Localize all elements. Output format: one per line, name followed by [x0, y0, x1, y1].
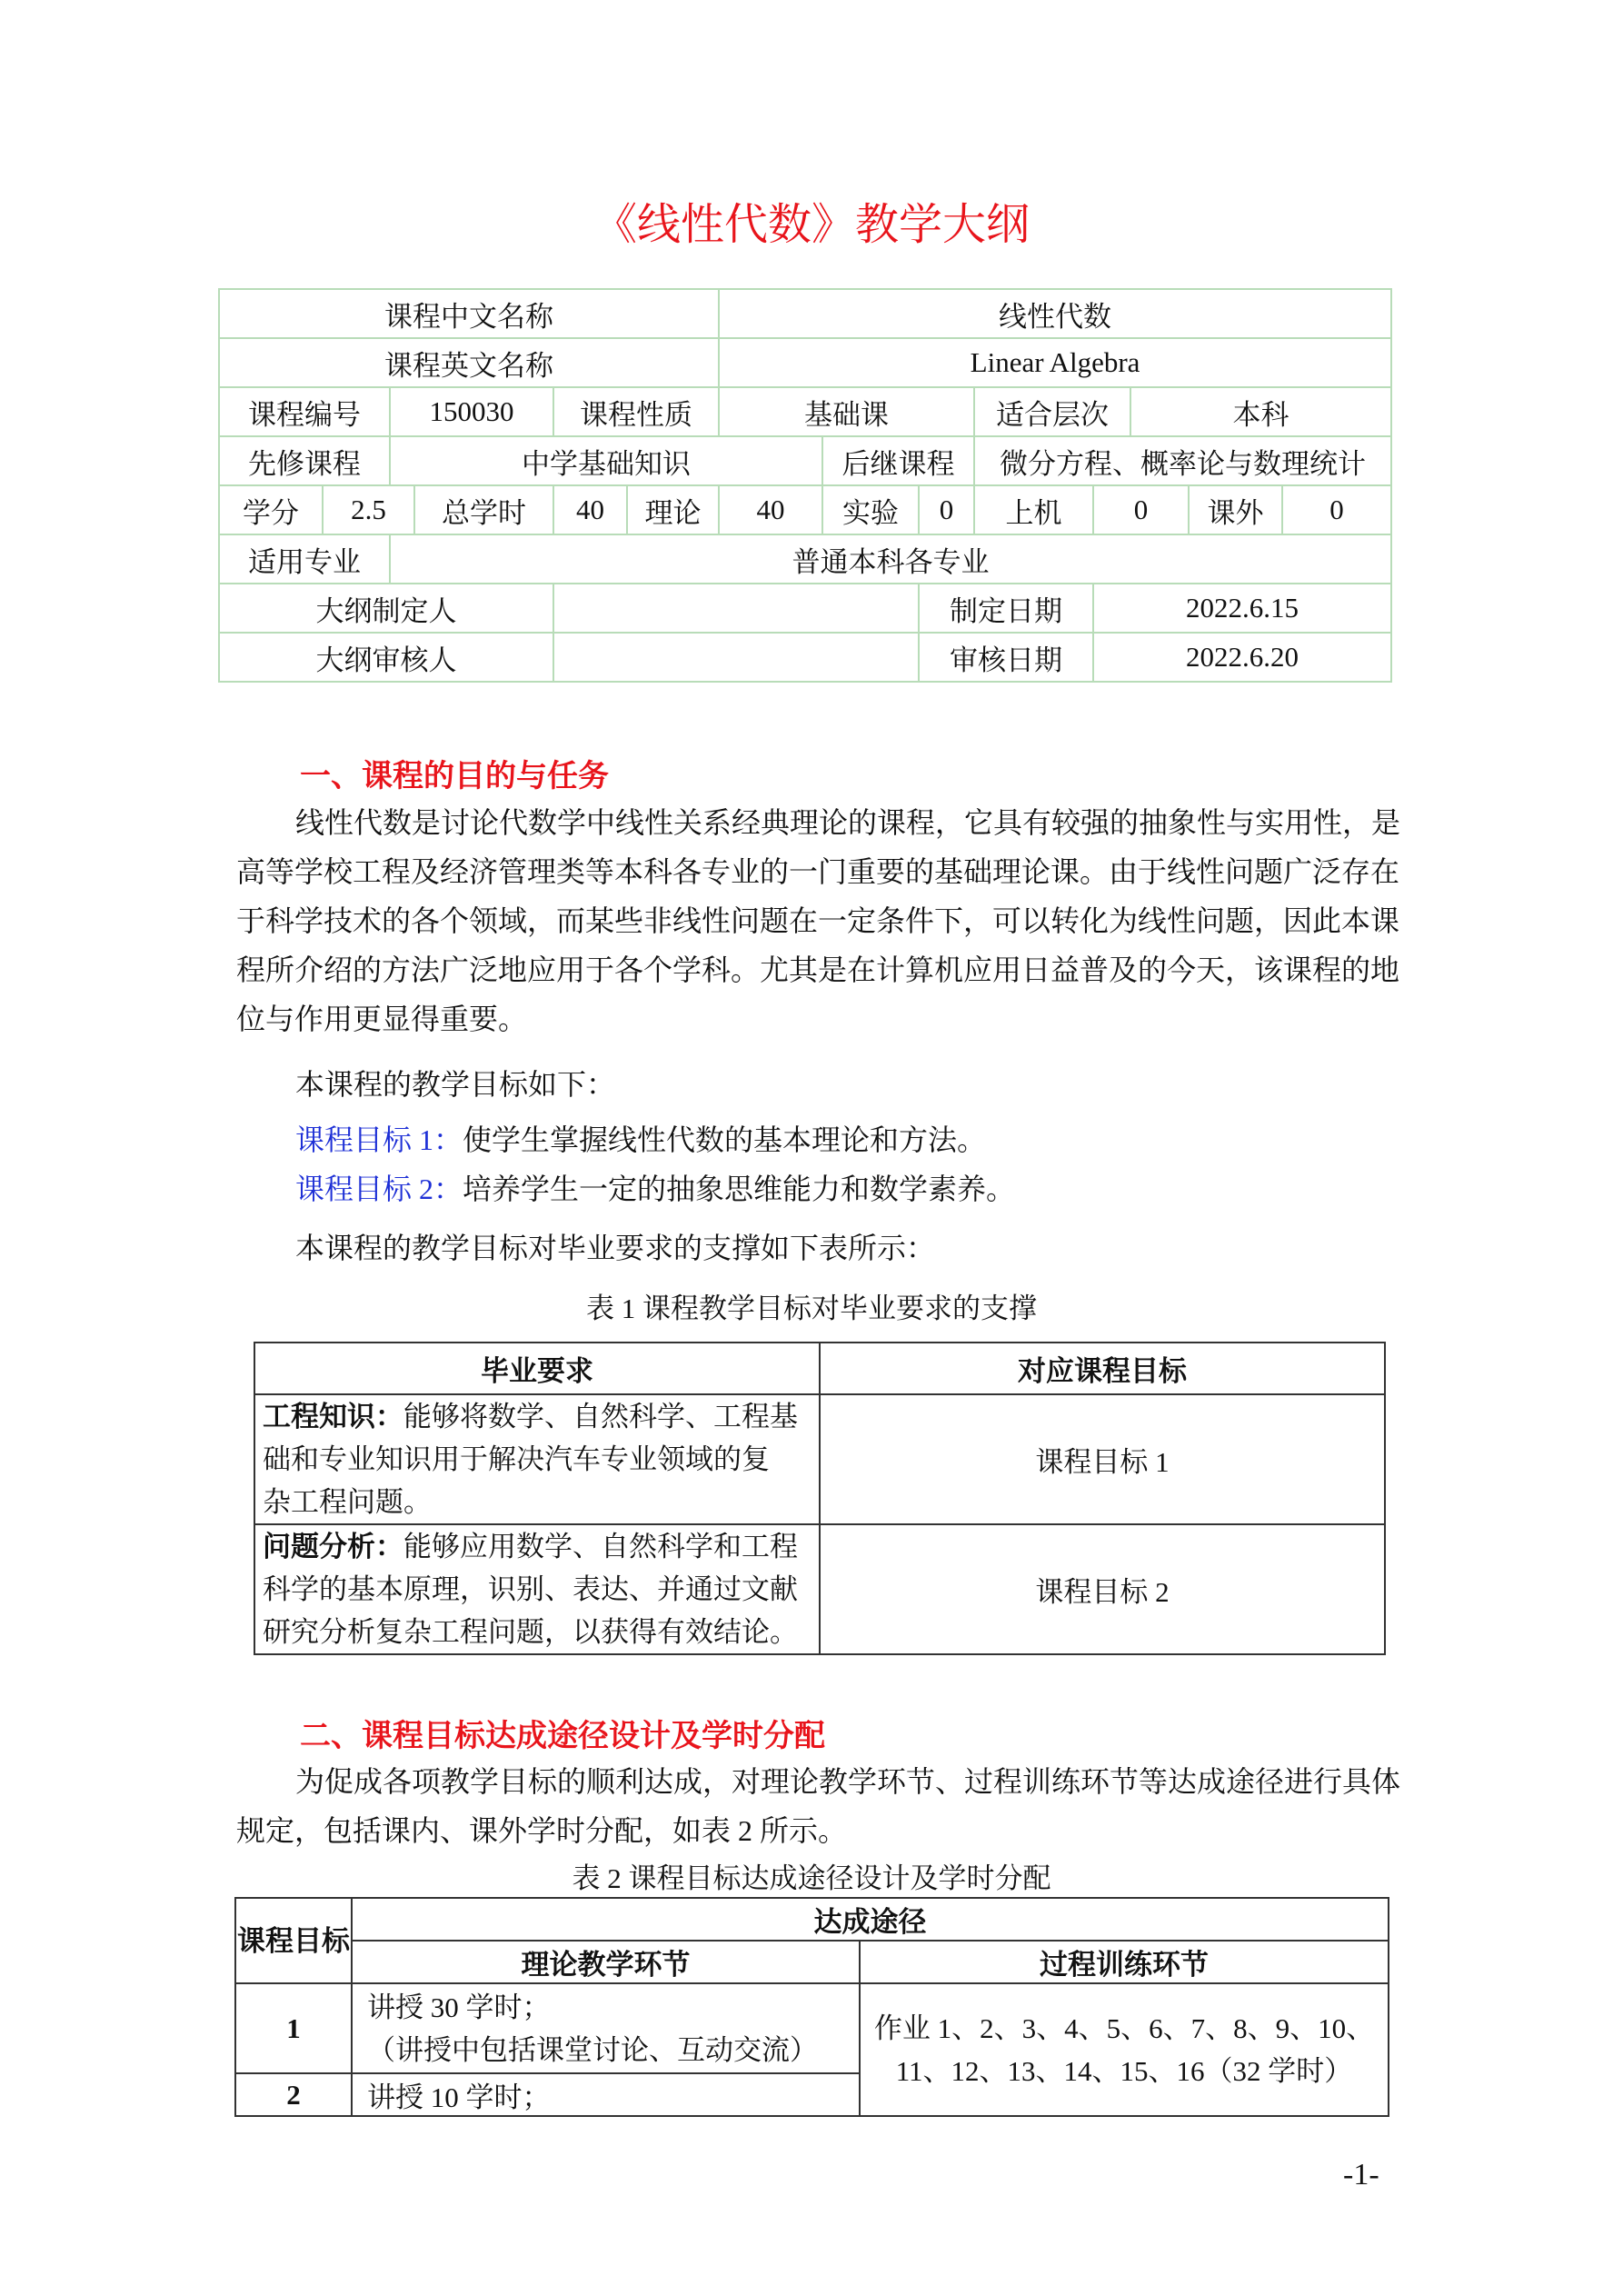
computer-value: 0	[1093, 485, 1189, 534]
nature-value: 基础课	[719, 387, 974, 436]
table-row	[219, 584, 1391, 633]
goal-2-text: 培养学生一定的抽象思维能力和数学素养。	[463, 1173, 1016, 1205]
table-header-row	[254, 1343, 1385, 1394]
code-label: 课程编号	[219, 387, 390, 436]
goal-cell: 课程目标 1	[820, 1394, 1385, 1524]
goal-cell: 课程目标 2	[820, 1524, 1385, 1654]
practice-cell: 作业 1、2、3、4、5、6、7、8、9、10、 11、12、13、14、15、16（32 学时）	[860, 1983, 1389, 2116]
document-title: 《线性代数》教学大纲	[592, 201, 1030, 249]
page-number: -1-	[1343, 2158, 1379, 2191]
goal-1-text: 使学生掌握线性代数的基本理论和方法。	[463, 1123, 987, 1156]
section2-paragraph	[236, 1757, 1401, 1855]
header-theory: 理论教学环节	[352, 1941, 860, 1983]
goal-cell: 2	[235, 2073, 352, 2116]
table-row	[254, 1394, 1385, 1524]
theory-value: 40	[719, 485, 822, 534]
paragraph-line: 为促成各项教学目标的顺利达成，对理论教学环节、过程训练环节等达成途径进行具体	[295, 1765, 1401, 1798]
course-info-table	[218, 288, 1392, 683]
author-label: 大纲制定人	[219, 584, 553, 633]
theory-cell: 讲授 10 学时；	[352, 2073, 860, 2116]
header-path: 达成途径	[352, 1898, 1389, 1941]
section2-heading: 二、课程目标达成途径设计及学时分配	[300, 1720, 825, 1753]
table-header-row	[235, 1898, 1389, 1941]
theory-cell: 讲授 30 学时； （讲授中包括课堂讨论、互动交流）	[352, 1983, 860, 2073]
prereq-label: 先修课程	[219, 436, 390, 485]
hours-value: 40	[553, 485, 627, 534]
credit-label: 学分	[219, 485, 323, 534]
table-row	[219, 387, 1391, 436]
review-date-value: 2022.6.20	[1093, 633, 1391, 682]
goal-cell: 1	[235, 1983, 352, 2073]
code-value: 150030	[390, 387, 553, 436]
author-value	[553, 584, 919, 633]
nature-label: 课程性质	[553, 387, 719, 436]
major-value: 普通本科各专业	[390, 534, 1391, 584]
date-label: 制定日期	[919, 584, 1093, 633]
cn-name-label: 课程中文名称	[219, 289, 719, 338]
lab-value: 0	[919, 485, 974, 534]
table-row	[254, 1524, 1385, 1654]
table-row	[235, 1983, 1389, 2073]
paragraph-line: 高等学校工程及经济管理类等本科各专业的一门重要的基础理论课。由于线性问题广泛存在	[236, 855, 1400, 888]
requirement-cell: 工程知识：能够将数学、自然科学、工程基 础和专业知识用于解决汽车专业领域的复 杂工程问题。	[254, 1394, 820, 1524]
header-requirement: 毕业要求	[254, 1343, 820, 1394]
goal-1	[295, 1117, 986, 1159]
goal-1-label: 课程目标 1：	[295, 1123, 463, 1156]
extra-label: 课外	[1189, 485, 1282, 534]
goals-intro: 本课程的教学目标如下：	[295, 1068, 616, 1101]
goal-2-label: 课程目标 2：	[295, 1173, 463, 1205]
theory-label: 理论	[627, 485, 719, 534]
level-label: 适合层次	[974, 387, 1130, 436]
cn-name-value: 线性代数	[719, 289, 1391, 338]
prereq-value: 中学基础知识	[390, 436, 822, 485]
table-row	[219, 436, 1391, 485]
review-date-label: 审核日期	[919, 633, 1093, 682]
date-value: 2022.6.15	[1093, 584, 1391, 633]
goal-2	[295, 1166, 1015, 1208]
section1-paragraph	[236, 798, 1401, 1043]
credit-value: 2.5	[323, 485, 414, 534]
table-row	[219, 289, 1391, 338]
section1-heading: 一、课程的目的与任务	[300, 760, 609, 794]
header-goal: 对应课程目标	[820, 1343, 1385, 1394]
follow-value: 微分方程、概率论与数理统计	[974, 436, 1391, 485]
table-row	[219, 534, 1391, 584]
requirement-cell: 问题分析：能够应用数学、自然科学和工程 科学的基本原理，识别、表达、并通过文献 研究分析复杂工程问题，以获得有效结论。	[254, 1524, 820, 1654]
en-name-value: Linear Algebra	[719, 338, 1391, 387]
table-row	[219, 485, 1391, 534]
en-name-label: 课程英文名称	[219, 338, 719, 387]
paragraph-line: 于科学技术的各个领域，而某些非线性问题在一定条件下，可以转化为线性问题，因此本课	[236, 904, 1400, 937]
lab-label: 实验	[822, 485, 919, 534]
table-header-row	[235, 1941, 1389, 1983]
hours-label: 总学时	[414, 485, 553, 534]
extra-value: 0	[1282, 485, 1391, 534]
support-table	[254, 1342, 1386, 1655]
support-intro: 本课程的教学目标对毕业要求的支撑如下表所示：	[295, 1232, 936, 1264]
reviewer-value	[553, 633, 919, 682]
paragraph-line: 规定，包括课内、课外学时分配，如表 2 所示。	[236, 1814, 848, 1847]
reviewer-label: 大纲审核人	[219, 633, 553, 682]
level-value: 本科	[1130, 387, 1391, 436]
table2-caption: 表 2 课程目标达成途径设计及学时分配	[572, 1862, 1051, 1894]
paragraph-line: 线性代数是讨论代数学中线性关系经典理论的课程，它具有较强的抽象性与实用性，是	[295, 806, 1401, 839]
header-practice: 过程训练环节	[860, 1941, 1389, 1983]
major-label: 适用专业	[219, 534, 390, 584]
path-table	[234, 1897, 1389, 2117]
header-goal: 课程目标	[235, 1898, 352, 1983]
table-row	[219, 633, 1391, 682]
follow-label: 后继课程	[822, 436, 974, 485]
paragraph-line: 程所介绍的方法广泛地应用于各个学科。尤其是在计算机应用日益普及的今天，该课程的地	[236, 953, 1400, 986]
computer-label: 上机	[974, 485, 1093, 534]
table-row	[219, 338, 1391, 387]
paragraph-line: 位与作用更显得重要。	[236, 1003, 528, 1035]
table1-caption: 表 1 课程教学目标对毕业要求的支撑	[586, 1293, 1037, 1324]
